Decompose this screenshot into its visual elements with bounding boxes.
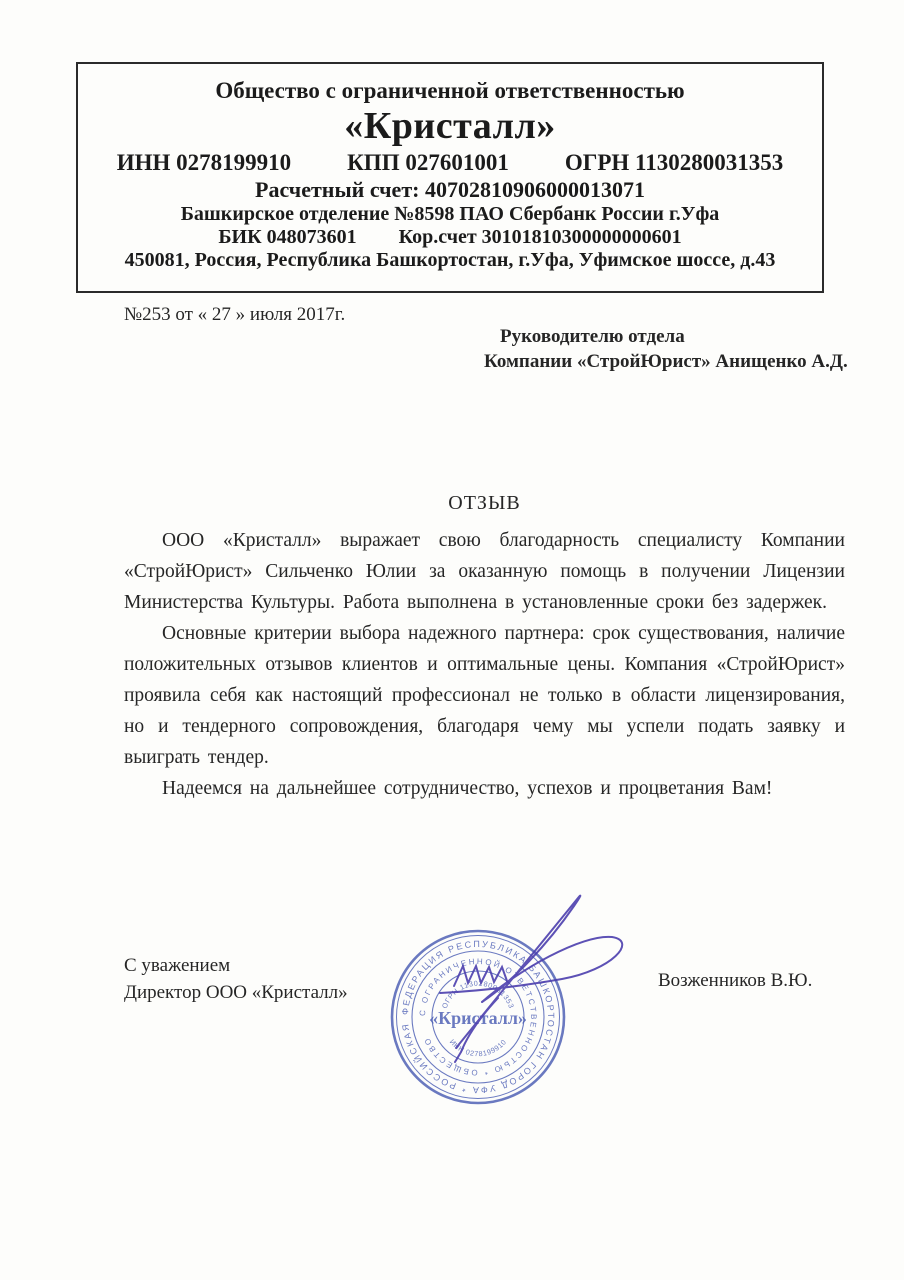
bank-branch: Башкирское отделение №8598 ПАО Сбербанк России г.Уфа (180, 203, 720, 225)
ogrn-value: ОГРН 1130280031353 (564, 150, 784, 175)
signoff-position: Директор ООО «Кристалл» (124, 982, 348, 1003)
bik-value: БИК 048073601 (218, 226, 357, 248)
paragraph-3: Надеемся на дальнейшее сотрудничество, успехов и процветания Вам! (162, 778, 773, 799)
letter-body (124, 492, 845, 804)
signoff-block (124, 952, 348, 1006)
reference-number-date: №253 от « 27 » июля 2017г. (124, 304, 346, 325)
seal-inn-text: ИНН 0278199910 (447, 1037, 509, 1059)
seal-company-name: «Кристалл» (429, 1008, 527, 1028)
kpp-value: КПП 027601001 (347, 150, 509, 175)
org-type: Общество с ограниченной ответственностью (215, 78, 685, 103)
paragraph-1: ООО «Кристалл» выражает свою благодарность специалисту Компании «СтройЮрист» Сильченко Юлии за оказанную помощь в получении Лицензии Министерства Культуры. Работа выполнена в установленные сроки без задержек. (124, 530, 845, 613)
letterhead-box (76, 62, 824, 293)
addressee-title: Руководителю отдела (500, 326, 685, 347)
seal-outer-ring-text: ФЕДЕРАЦИЯ РЕСПУБЛИКА БАШКОРТОСТАН ГОРОД УФА * РОССИЙСКАЯ (399, 938, 557, 1096)
org-name: «Кристалл» (344, 105, 556, 147)
company-seal-and-signature (370, 878, 690, 1138)
director-name: Возженников В.Ю. (658, 970, 813, 991)
seal-inner-ring-text: С ОГРАНИЧЕННОЙ ОТВЕТСТВЕННОСТЬЮ * ОБЩЕСТВО (417, 956, 539, 1078)
inn-value: ИНН 0278199910 (116, 150, 292, 175)
company-seal-icon (370, 878, 690, 1138)
registration-codes (78, 148, 822, 177)
signoff-regards: С уважением (124, 955, 231, 976)
seal-ogrn-text: ОГРН 1130280031353 (439, 978, 517, 1010)
addressee-block (484, 324, 850, 374)
addressee-company: Компании «СтройЮрист» Анищенко А.Д. (484, 351, 848, 372)
company-address: 450081, Россия, Республика Башкортостан, г.Уфа, Уфимское шоссе, д.43 (124, 249, 776, 271)
letter-title: ОТЗЫВ (448, 492, 521, 514)
corr-account-value: Кор.счет 30101810300000000601 (398, 226, 682, 248)
settlement-account: Расчетный счет: 40702810906000013071 (255, 177, 645, 202)
paragraph-2: Основные критерии выбора надежного партнера: срок существования, наличие положительных отзывов клиентов и оптимальные цены. Компания «СтройЮрист» проявила себя как настоящий профессионал не только в области лицензирования, но и тендерного сопровождения, благодаря чему мы успели подать заявку и выиграть тендер. (124, 623, 845, 768)
bank-codes (78, 226, 822, 249)
